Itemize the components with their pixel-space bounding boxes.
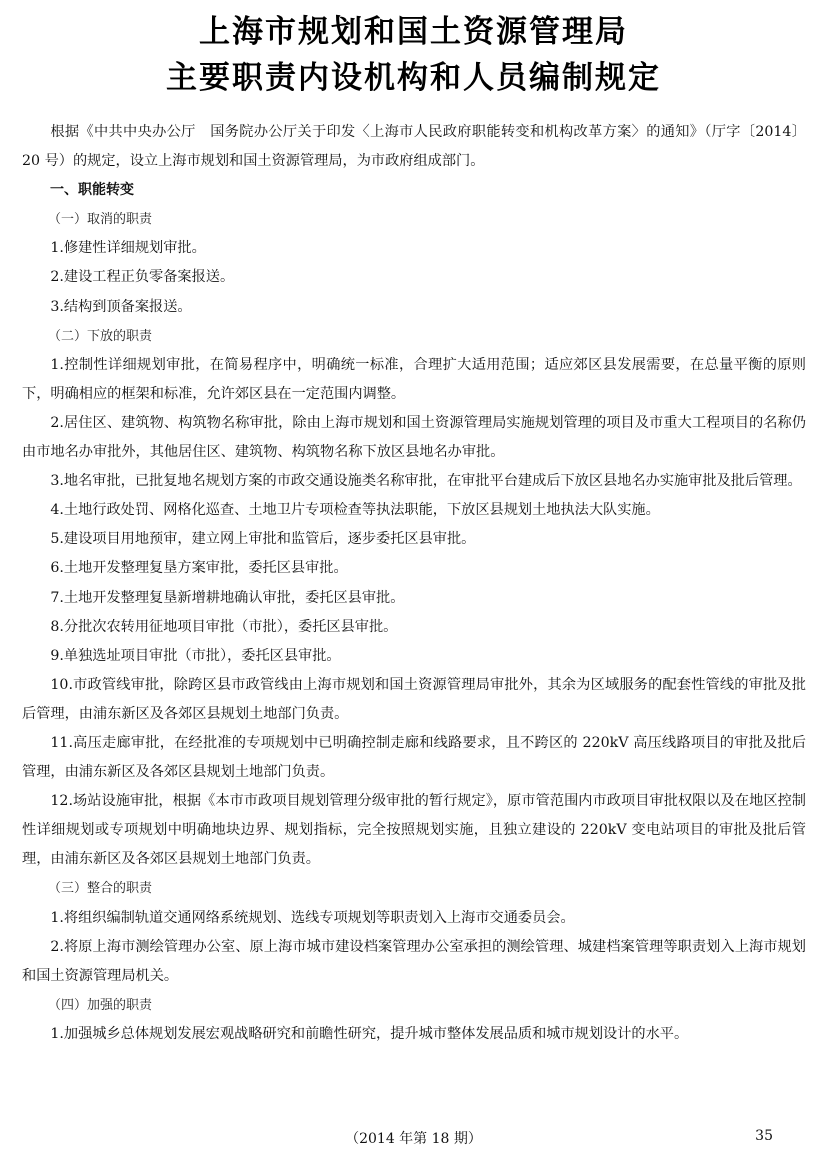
paragraph: 3.结构到顶备案报送。 <box>50 298 192 315</box>
paragraph: 1.修建性详细规划审批。 <box>50 240 206 257</box>
paragraph: 11.高压走廊审批，在经批准的专项规划中已明确控制走廊和线路要求，且不跨区的 220kV 高压线路项目的审批及批后管理，由浦东新区及各郊区县规划土地部门负责。 <box>22 734 806 781</box>
paragraph: 1.控制性详细规划审批，在简易程序中，明确统一标准，合理扩大适用范围；适应郊区县发展需要，在总量平衡的原则下，明确相应的框架和标准，允许郊区县在一定范围内调整。 <box>22 356 806 402</box>
issue-label: （2014 年第 18 期） <box>345 1131 482 1147</box>
paragraph: 1.加强城乡总体规划发展宏观战略研究和前瞻性研究，提升城市整体发展品质和城市规划设计的水平。 <box>50 1025 689 1042</box>
page-number: 35 <box>755 1128 773 1144</box>
paragraph: 1.将组织编制轨道交通网络系统规划、选线专项规划等职责划入上海市交通委员会。 <box>50 909 575 926</box>
paragraph: 10.市政管线审批，除跨区县市政管线由上海市规划和国土资源管理局审批外，其余为区域服务的配套性管线的审批及批后管理，由浦东新区及各郊区县规划土地部门负责。 <box>22 676 806 722</box>
paragraph: 2.将原上海市测绘管理办公室、原上海市城市建设档案管理办公室承担的测绘管理、城建档案管理等职责划入上海市规划和国土资源管理局机关。 <box>22 938 806 984</box>
document-title-line1: 上海市规划和国土资源管理局 <box>199 14 628 50</box>
document-title-line2: 主要职责内设机构和人员编制规定 <box>166 60 661 96</box>
subsection-heading: （一）取消的职责 <box>48 212 153 228</box>
page-footer <box>0 1128 827 1152</box>
document-body <box>22 118 806 1049</box>
paragraph: 9.单独选址项目审批（市批），委托区县审批。 <box>50 647 341 664</box>
paragraph: 12.场站设施审批，根据《本市市政项目规划管理分级审批的暂行规定》，原市管范围内市政项目审批权限以及在地区控制性详细规划或专项规划中明确地块边界、规划指标，完全按照规划实施，且独立建设的 220kV 变电站项目的审批及批后管理，由浦东新区及各郊区县规划土地部门负责。 <box>22 793 806 868</box>
subsection-heading: （二）下放的职责 <box>48 328 153 344</box>
paragraph: 4.土地行政处罚、网格化巡查、土地卫片专项检查等执法职能，下放区县规划土地执法大队实施。 <box>50 502 660 519</box>
paragraph: 2.居住区、建筑物、构筑物名称审批，除由上海市规划和国土资源管理局实施规划管理的项目及市重大工程项目的名称仍由市地名办审批外，其他居住区、建筑物、构筑物名称下放区县地名办审批。 <box>22 414 806 461</box>
paragraph: 根据《中共中央办公厅 国务院办公厅关于印发〈上海市人民政府职能转变和机构改革方案〉的通知》（厅字〔2014〕20 号）的规定，设立上海市规划和国土资源管理局，为市政府组成部门。 <box>22 124 806 170</box>
paragraph: 5.建设项目用地预审，建立网上审批和监管后，逐步委托区县审批。 <box>50 531 476 548</box>
paragraph: 6.土地开发整理复垦方案审批，委托区县审批。 <box>50 560 348 577</box>
subsection-heading: （三）整合的职责 <box>48 881 153 897</box>
subsection-heading: （四）加强的职责 <box>48 997 153 1013</box>
paragraph: 2.建设工程正负零备案报送。 <box>50 269 235 286</box>
paragraph: 8.分批次农转用征地项目审批（市批），委托区县审批。 <box>50 618 398 635</box>
paragraph: 7.土地开发整理复垦新增耕地确认审批，委托区县审批。 <box>50 589 405 606</box>
section-heading: 一、职能转变 <box>50 182 134 199</box>
paragraph: 3.地名审批，已批复地名规划方案的市政交通设施类名称审批，在审批平台建成后下放区县地名办实施审批及批后管理。 <box>50 473 802 490</box>
